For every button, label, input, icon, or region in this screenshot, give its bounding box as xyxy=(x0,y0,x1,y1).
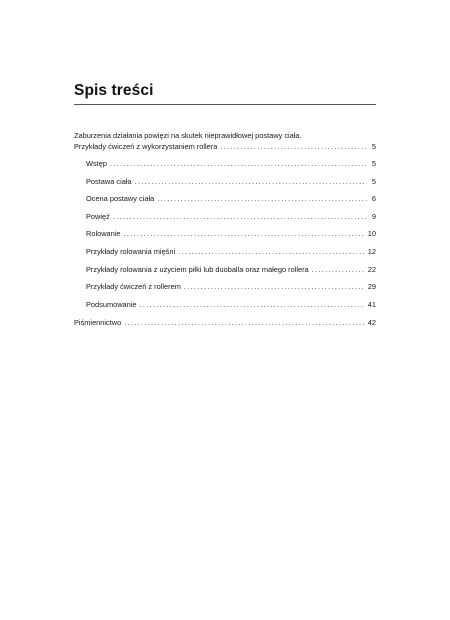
toc-entry-label: Przykłady ćwiczeń z rollerem xyxy=(86,282,181,292)
toc-entry[interactable] xyxy=(74,282,376,300)
dot-leader xyxy=(124,318,365,327)
toc-entry[interactable] xyxy=(74,318,376,331)
toc-entry-label: Postawa ciała xyxy=(86,176,132,186)
dot-leader xyxy=(110,159,367,168)
page-title: Spis treści xyxy=(74,82,154,99)
toc-entry-label: Przykłady rolowania z użyciem piłki lub duoballa oraz małego rollera xyxy=(86,264,309,274)
toc-entry[interactable] xyxy=(74,265,376,283)
toc-entry-label: Przykłady ćwiczeń z wykorzystaniem rollera xyxy=(74,142,218,151)
toc-entry-label: Piśmiennictwo xyxy=(74,318,122,328)
toc-entry-page: 29 xyxy=(367,282,376,292)
dot-leader xyxy=(140,300,365,309)
toc-entry-page: 10 xyxy=(367,229,376,239)
dot-leader xyxy=(113,212,367,221)
toc-entry-page: 5 xyxy=(371,159,376,168)
toc-entry-page: 22 xyxy=(367,264,376,274)
dot-leader xyxy=(184,282,365,291)
dot-leader xyxy=(220,142,367,151)
toc-entry-label: Ocena postawy ciała xyxy=(86,194,155,204)
toc-entry[interactable] xyxy=(74,159,376,177)
toc-entry[interactable] xyxy=(74,247,376,265)
toc-entry[interactable] xyxy=(74,229,376,247)
toc-entry-label: Rolowanie xyxy=(86,229,121,239)
dot-leader xyxy=(124,229,365,238)
toc-entry-page: 12 xyxy=(367,246,376,256)
toc-entry[interactable] xyxy=(74,300,376,318)
dot-leader xyxy=(157,194,367,203)
toc-entry-label: Powięź xyxy=(86,211,110,221)
table-of-contents xyxy=(74,131,376,331)
toc-entry[interactable] xyxy=(74,194,376,212)
toc-entry-label: Wstęp xyxy=(86,159,107,168)
dot-leader xyxy=(135,177,367,186)
dot-leader xyxy=(178,247,365,256)
toc-entry[interactable] xyxy=(74,212,376,230)
toc-entry[interactable] xyxy=(74,142,376,155)
toc-intro-line: Zaburzenia działania powięzi na skutek nieprawidłowej postawy ciała. xyxy=(74,131,302,140)
toc-entry-page: 5 xyxy=(371,142,376,151)
toc-entry-page: 5 xyxy=(371,176,376,186)
toc-entry[interactable] xyxy=(74,177,376,195)
toc-entry-label: Podsumowanie xyxy=(86,299,137,309)
toc-entry-label: Przykłady rolowania mięśni xyxy=(86,246,176,256)
dot-leader xyxy=(312,265,365,274)
toc-entry-page: 9 xyxy=(371,211,376,221)
toc-entry-page: 42 xyxy=(367,318,376,328)
toc-entry-page: 41 xyxy=(367,299,376,309)
toc-entry-page: 6 xyxy=(371,194,376,204)
title-divider xyxy=(74,104,376,105)
